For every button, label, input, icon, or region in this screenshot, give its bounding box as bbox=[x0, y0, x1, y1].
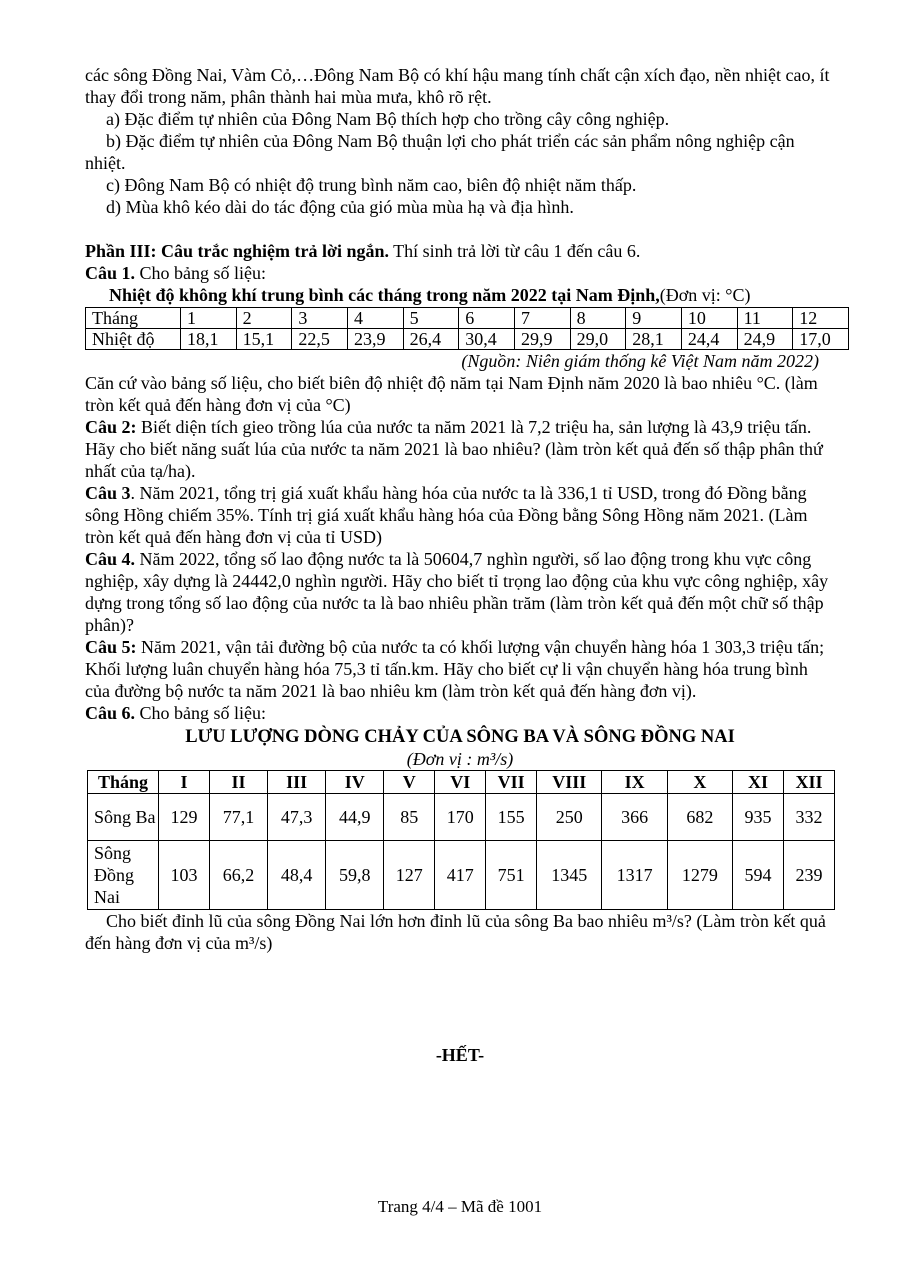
temp-cell: 15,1 bbox=[236, 329, 292, 350]
question-1-label: Câu 1. bbox=[85, 263, 136, 283]
intro-paragraph: các sông Đồng Nai, Vàm Cỏ,…Đông Nam Bộ có khí hậu mang tính chất cận xích đạo, nền nhiệt cao, ít thay đổi trong năm, phân thành hai mùa mưa, khô rõ rệt. bbox=[85, 65, 830, 107]
table-2-title: LƯU LƯỢNG DÒNG CHẢY CỦA SÔNG BA VÀ SÔNG ĐỒNG NAI bbox=[185, 727, 735, 747]
question-1-intro-line bbox=[85, 262, 835, 284]
question-3-label: Câu 3 bbox=[85, 483, 131, 503]
question-4-label: Câu 4. bbox=[85, 549, 136, 569]
table-1-title-line bbox=[85, 284, 835, 306]
song-ba-row bbox=[88, 794, 835, 841]
flow-cell: 59,8 bbox=[326, 841, 384, 910]
month-cell: 1 bbox=[181, 308, 237, 329]
header-cell: I bbox=[159, 771, 210, 794]
temp-cell: 17,0 bbox=[793, 329, 849, 350]
header-cell: IV bbox=[326, 771, 384, 794]
flow-cell: 682 bbox=[667, 794, 732, 841]
question-2-label: Câu 2: bbox=[85, 417, 137, 437]
header-cell: V bbox=[384, 771, 435, 794]
header-cell: Tháng bbox=[88, 771, 159, 794]
flow-cell: 935 bbox=[733, 794, 784, 841]
question-5-text: Năm 2021, vận tải đường bộ của nước ta có khối lượng vận chuyển hàng hóa 1 303,3 triệu tấn; Khối lượng luân chuyển hàng hóa 75,3 tỉ tấn.km. Hãy cho biết cự li vận chuyển hàng hóa trung bình của đường bộ nước ta năm 2021 là bao nhiêu km (làm tròn kết quả đến hàng đơn vị). bbox=[85, 637, 825, 701]
header-cell: III bbox=[268, 771, 326, 794]
row-label: Sông Ba bbox=[88, 794, 159, 841]
flow-cell: 48,4 bbox=[268, 841, 326, 910]
question-4 bbox=[85, 548, 835, 636]
flow-cell: 239 bbox=[783, 841, 834, 910]
flow-cell: 103 bbox=[159, 841, 210, 910]
table-1-unit: (Đơn vị: °C) bbox=[659, 285, 751, 305]
table-1-source: (Nguồn: Niên giám thống kê Việt Nam năm 2022) bbox=[461, 351, 819, 371]
flow-cell: 751 bbox=[486, 841, 537, 910]
temp-cell: 26,4 bbox=[403, 329, 459, 350]
flow-cell: 129 bbox=[159, 794, 210, 841]
header-cell: IX bbox=[602, 771, 667, 794]
month-cell: 8 bbox=[570, 308, 626, 329]
header-cell: II bbox=[209, 771, 267, 794]
statement-d: d) Mùa khô kéo dài do tác động của gió mùa mùa hạ và địa hình. bbox=[106, 197, 574, 217]
question-6-label: Câu 6. bbox=[85, 703, 136, 723]
table-2-header-row bbox=[88, 771, 835, 794]
flow-cell: 77,1 bbox=[209, 794, 267, 841]
question-2-text: Biết diện tích gieo trồng lúa của nước ta năm 2021 là 7,2 triệu ha, sản lượng là 43,9 triệu tấn. Hãy cho biết năng suất lúa của nước ta năm 2021 là bao nhiêu? (làm tròn kết quả đến số thập phân thứ nhất của tạ/ha). bbox=[85, 417, 823, 481]
page-content bbox=[85, 64, 835, 954]
flow-cell: 170 bbox=[435, 794, 486, 841]
page-footer: Trang 4/4 – Mã đề 1001 bbox=[377, 1197, 543, 1216]
table-1-row-label: Tháng bbox=[86, 308, 181, 329]
question-1-text: Căn cứ vào bảng số liệu, cho biết biên độ nhiệt độ năm tại Nam Định năm 2020 là bao nhiêu °C. (làm tròn kết quả đến hàng đơn vị của °C) bbox=[85, 373, 818, 415]
flow-cell: 155 bbox=[486, 794, 537, 841]
month-cell: 11 bbox=[737, 308, 793, 329]
question-6-intro-line bbox=[85, 702, 835, 724]
question-3-text: . Năm 2021, tổng trị giá xuất khẩu hàng hóa của nước ta là 336,1 tỉ USD, trong đó Đồng bằng sông Hồng chiếm 35%. Tính trị giá xuất khẩu hàng hóa của Đồng bằng Sông Hồng năm 2021. (Làm tròn kết quả đến hàng đơn vị của tỉ USD) bbox=[85, 483, 808, 547]
temp-cell: 23,9 bbox=[347, 329, 403, 350]
question-2 bbox=[85, 416, 835, 482]
temperature-table bbox=[85, 307, 849, 350]
header-cell: X bbox=[667, 771, 732, 794]
month-cell: 7 bbox=[514, 308, 570, 329]
question-3 bbox=[85, 482, 835, 548]
statement-a: a) Đặc điểm tự nhiên của Đông Nam Bộ thích hợp cho trồng cây công nghiệp. bbox=[106, 109, 670, 129]
table-1-title: Nhiệt độ không khí trung bình các tháng trong năm 2022 tại Nam Định, bbox=[109, 285, 660, 305]
question-4-text: Năm 2022, tổng số lao động nước ta là 50604,7 nghìn người, số lao động trong khu vực công nghiệp, xây dựng là 24442,0 nghìn người. Hãy cho biết tỉ trọng lao động của khu vực công nghiệp, xây dựng trong tổng số lao động của nước ta là bao nhiêu phần trăm (làm tròn kết quả đến một chữ số thập phân)? bbox=[85, 549, 829, 635]
temp-cell: 24,9 bbox=[737, 329, 793, 350]
statement-b: b) Đặc điểm tự nhiên của Đông Nam Bộ thuận lợi cho phát triển các sản phẩm nông nghiệp cận nhiệt. bbox=[85, 131, 795, 173]
month-cell: 4 bbox=[347, 308, 403, 329]
temp-cell: 22,5 bbox=[292, 329, 348, 350]
flow-cell: 594 bbox=[733, 841, 784, 910]
temp-cell: 24,4 bbox=[681, 329, 737, 350]
flow-cell: 1345 bbox=[537, 841, 602, 910]
statement-c: c) Đông Nam Bộ có nhiệt độ trung bình năm cao, biên độ nhiệt năm thấp. bbox=[106, 175, 637, 195]
question-6-text: Cho biết đỉnh lũ của sông Đồng Nai lớn hơn đỉnh lũ của sông Ba bao nhiêu m³/s? (Làm tròn kết quả đến hàng đơn vị của m³/s) bbox=[85, 911, 826, 953]
header-cell: VI bbox=[435, 771, 486, 794]
month-cell: 3 bbox=[292, 308, 348, 329]
month-cell: 9 bbox=[626, 308, 682, 329]
month-cell: 10 bbox=[681, 308, 737, 329]
header-cell: XII bbox=[783, 771, 834, 794]
flow-cell: 1279 bbox=[667, 841, 732, 910]
part3-heading-line bbox=[85, 240, 835, 262]
table-2-unit: (Đơn vị : m³/s) bbox=[406, 749, 514, 769]
river-flow-table bbox=[87, 770, 835, 910]
flow-cell: 250 bbox=[537, 794, 602, 841]
temp-cell: 18,1 bbox=[181, 329, 237, 350]
header-cell: XI bbox=[733, 771, 784, 794]
flow-cell: 85 bbox=[384, 794, 435, 841]
header-cell: VII bbox=[486, 771, 537, 794]
month-cell: 5 bbox=[403, 308, 459, 329]
question-5-label: Câu 5: bbox=[85, 637, 137, 657]
flow-cell: 66,2 bbox=[209, 841, 267, 910]
flow-cell: 332 bbox=[783, 794, 834, 841]
question-5 bbox=[85, 636, 835, 702]
header-cell: VIII bbox=[537, 771, 602, 794]
temp-cell: 29,9 bbox=[514, 329, 570, 350]
flow-cell: 366 bbox=[602, 794, 667, 841]
flow-cell: 127 bbox=[384, 841, 435, 910]
flow-cell: 47,3 bbox=[268, 794, 326, 841]
month-cell: 12 bbox=[793, 308, 849, 329]
temp-cell: 28,1 bbox=[626, 329, 682, 350]
table-1-temp-row bbox=[86, 329, 849, 350]
temp-cell: 30,4 bbox=[459, 329, 515, 350]
temp-cell: 29,0 bbox=[570, 329, 626, 350]
month-cell: 2 bbox=[236, 308, 292, 329]
row-label: Sông Đồng Nai bbox=[88, 841, 159, 910]
month-cell: 6 bbox=[459, 308, 515, 329]
flow-cell: 417 bbox=[435, 841, 486, 910]
table-1-row-label: Nhiệt độ bbox=[86, 329, 181, 350]
song-dong-nai-row bbox=[88, 841, 835, 910]
part3-heading: Phần III: Câu trắc nghiệm trả lời ngắn. bbox=[85, 241, 389, 261]
part3-instruction: Thí sinh trả lời từ câu 1 đến câu 6. bbox=[389, 241, 641, 261]
table-1-month-row bbox=[86, 308, 849, 329]
flow-cell: 1317 bbox=[602, 841, 667, 910]
question-1-intro: Cho bảng số liệu: bbox=[135, 263, 267, 283]
flow-cell: 44,9 bbox=[326, 794, 384, 841]
question-6-intro: Cho bảng số liệu: bbox=[135, 703, 267, 723]
end-marker: -HẾT- bbox=[435, 1045, 485, 1065]
